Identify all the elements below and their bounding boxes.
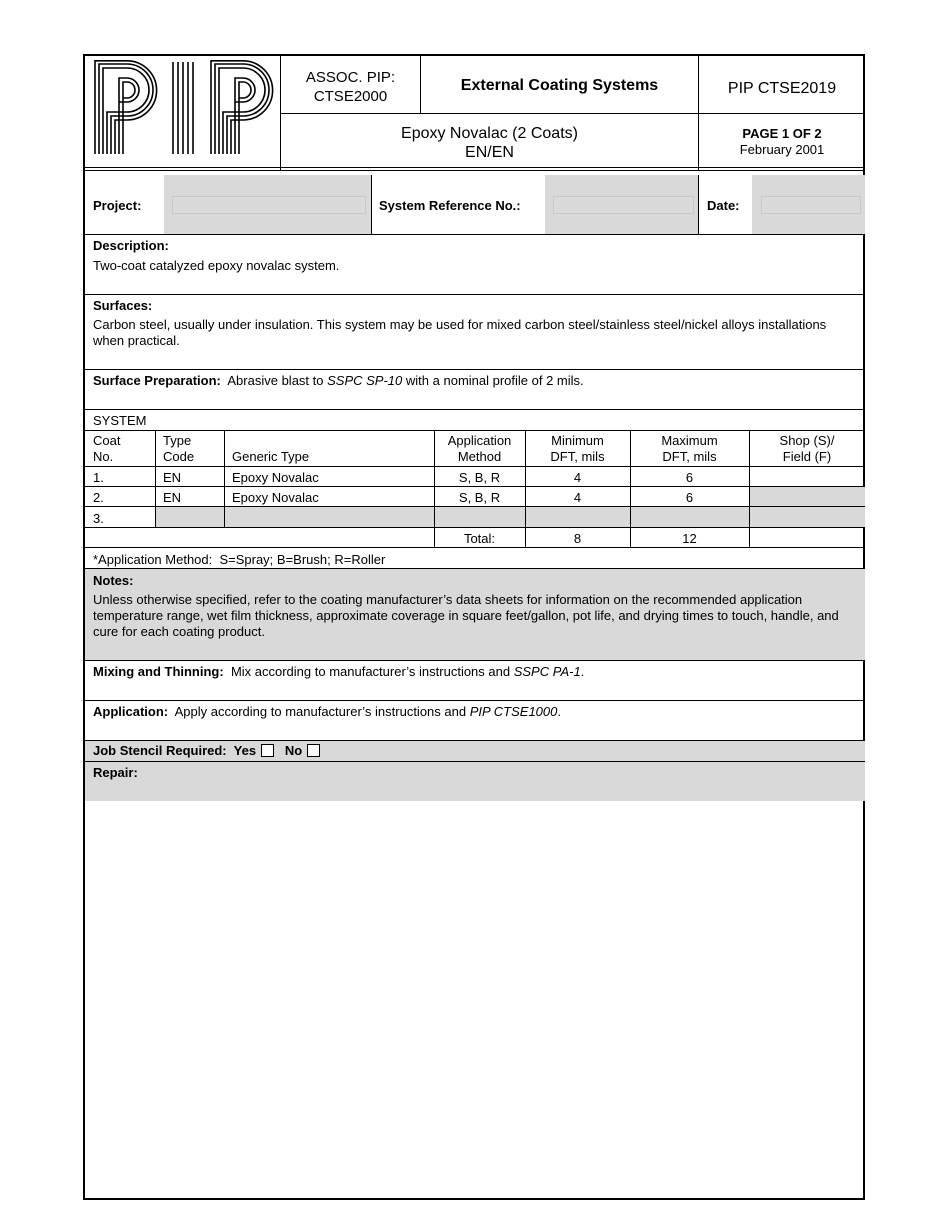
surface-prep-text: Abrasive blast to	[227, 373, 324, 388]
header-max-line2: DFT, mils	[662, 449, 717, 464]
surface-preparation-section	[93, 373, 858, 389]
total-max-dft: 12	[682, 531, 697, 546]
header-coat-line1: Coat	[93, 433, 121, 448]
header-min-line2: DFT, mils	[550, 449, 605, 464]
mixing-text-end: .	[580, 664, 585, 679]
header-type-line2: Code	[163, 449, 195, 464]
job-stencil-row	[93, 743, 320, 759]
divider	[85, 547, 865, 548]
mixing-thinning-section	[93, 664, 858, 680]
divider	[85, 170, 865, 171]
row1-max-dft: 6	[685, 470, 694, 485]
notes-section	[85, 569, 865, 660]
total-label: Total:	[463, 531, 496, 546]
row1-method: S, B, R	[458, 470, 501, 485]
system-code: EN/EN	[465, 144, 514, 161]
mixing-text: Mix according to manufacturer’s instructions and	[230, 664, 511, 679]
divider	[85, 294, 865, 295]
header-generic-type: Generic Type	[232, 449, 310, 464]
surfaces-text: Carbon steel, usually under insulation. This system may be used for mixed carbon steel/stainless steel/nickel alloys installations when practical.	[93, 317, 827, 348]
description-text: Two-coat catalyzed epoxy novalac system.	[93, 258, 340, 273]
date-label: Date:	[707, 198, 740, 213]
issue-date: February 2001	[739, 142, 825, 157]
description-label: Description:	[93, 238, 169, 253]
row2-max-dft: 6	[685, 490, 694, 505]
header-maximum-dft	[630, 433, 749, 465]
divider	[85, 527, 865, 528]
divider	[85, 486, 865, 487]
row1-shop-field-cell[interactable]	[749, 487, 865, 507]
divider	[85, 660, 865, 661]
header-max-line1: Maximum	[661, 433, 718, 448]
system-reference-label: System Reference No.:	[379, 198, 521, 213]
row2-method: S, B, R	[458, 490, 501, 505]
header-shop-field	[749, 433, 865, 465]
data-sheet	[83, 54, 865, 1200]
divider	[85, 234, 865, 235]
surface-prep-standard: SSPC SP-10	[327, 373, 403, 388]
divider	[698, 175, 699, 234]
page-info	[699, 126, 865, 158]
assoc-label: ASSOC. PIP:	[305, 69, 396, 86]
row1-coat-no: 1.	[93, 470, 104, 485]
yes-label: Yes	[233, 743, 257, 758]
header-method-line2: Method	[457, 449, 502, 464]
divider	[371, 175, 372, 234]
system-title	[281, 124, 698, 162]
divider	[85, 430, 865, 431]
repair-section[interactable]	[85, 762, 865, 801]
header-shop-line1: Shop (S)/	[779, 433, 835, 448]
surfaces-label: Surfaces:	[93, 298, 153, 313]
mixing-standard: SSPC PA-1	[513, 664, 581, 679]
surfaces-section	[93, 298, 858, 349]
repair-label: Repair:	[93, 765, 138, 780]
row2-generic-type: Epoxy Novalac	[232, 490, 319, 505]
row3-generic-cell[interactable]	[224, 507, 434, 527]
application-text-end: .	[557, 704, 562, 719]
header-coat-no	[93, 433, 120, 465]
header-type-code	[163, 433, 194, 465]
divider	[85, 506, 865, 507]
application-standard: PIP CTSE1000	[469, 704, 558, 719]
project-input[interactable]	[172, 196, 366, 214]
row1-min-dft: 4	[573, 470, 582, 485]
header-coat-line2: No.	[93, 449, 114, 464]
application-section	[93, 704, 858, 720]
yes-checkbox[interactable]	[261, 744, 274, 757]
system-name: Epoxy Novalac (2 Coats)	[401, 125, 578, 142]
row1-type-code: EN	[163, 470, 182, 485]
application-text: Apply according to manufacturer’s instructions and	[174, 704, 467, 719]
no-label: No	[284, 743, 303, 758]
assoc-code: CTSE2000	[313, 88, 388, 105]
description-section	[93, 238, 858, 274]
divider	[85, 369, 865, 370]
document-number: PIP CTSE2019	[727, 80, 837, 97]
project-label: Project:	[93, 198, 142, 213]
date-input[interactable]	[761, 196, 861, 214]
section-title: External Coating Systems	[460, 77, 659, 94]
row3-max-cell[interactable]	[630, 507, 749, 527]
system-reference-input[interactable]	[553, 196, 694, 214]
system-label: SYSTEM	[93, 413, 147, 428]
total-min-dft: 8	[573, 531, 582, 546]
application-method-legend: *Application Method: S=Spray; B=Brush; R=Roller	[93, 552, 386, 567]
divider	[280, 113, 865, 114]
header-shop-line2: Field (F)	[782, 449, 832, 464]
divider	[85, 700, 865, 701]
row3-min-cell[interactable]	[525, 507, 630, 527]
row3-method-cell[interactable]	[434, 507, 525, 527]
job-stencil-section	[85, 741, 865, 761]
row2-coat-no: 2.	[93, 490, 104, 505]
divider	[85, 409, 865, 410]
divider	[224, 430, 225, 527]
pip-logo-graphic	[93, 60, 275, 158]
header-type-line1: Type	[163, 433, 192, 448]
row3-type-cell[interactable]	[155, 507, 224, 527]
row2-type-code: EN	[163, 490, 182, 505]
page-number: PAGE 1 OF 2	[742, 126, 822, 141]
mixing-label: Mixing and Thinning:	[93, 664, 224, 679]
application-label: Application:	[93, 704, 169, 719]
header-application-method	[434, 433, 525, 465]
job-stencil-label: Job Stencil Required:	[93, 743, 227, 758]
row1-generic-type: Epoxy Novalac	[232, 470, 319, 485]
no-checkbox[interactable]	[307, 744, 320, 757]
notes-text: Unless otherwise specified, refer to the coating manufacturer’s data sheets for information on the recommended application temperature range, wet film thickness, approximate coverage in square feet/gallon, pot life, and drying times to touch, handle, and cure for each coating product.	[93, 592, 839, 639]
surface-prep-label: Surface Preparation:	[93, 373, 221, 388]
divider	[85, 466, 865, 467]
row3-shop-cell[interactable]	[749, 507, 865, 527]
header-min-line1: Minimum	[551, 433, 604, 448]
divider	[155, 430, 156, 527]
pip-logo	[93, 60, 275, 158]
row3-coat-no: 3.	[93, 511, 104, 526]
header-method-line1: Application	[447, 433, 512, 448]
surface-prep-text-end: with a nominal profile of 2 mils.	[405, 373, 584, 388]
notes-label: Notes:	[93, 573, 134, 588]
header-minimum-dft	[525, 433, 630, 465]
row2-min-dft: 4	[573, 490, 582, 505]
assoc-reference	[281, 68, 420, 106]
divider	[85, 167, 865, 168]
